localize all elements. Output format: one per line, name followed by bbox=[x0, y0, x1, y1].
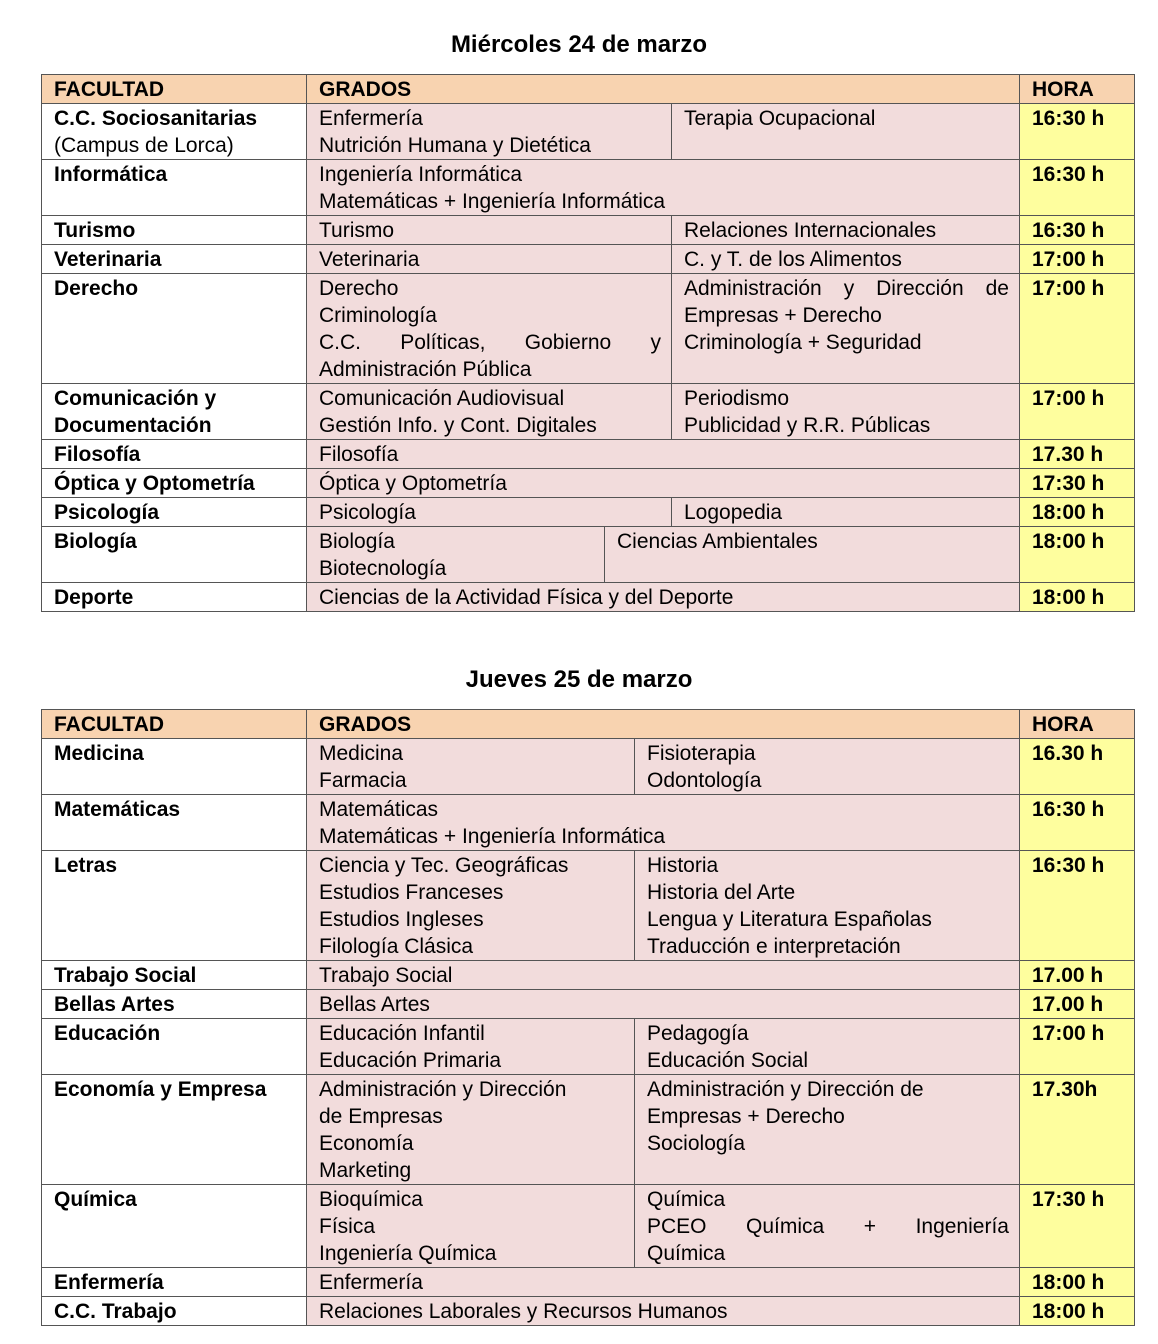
degrees-left bbox=[307, 527, 605, 582]
degree: Fisioterapia bbox=[647, 742, 756, 765]
degree-part: Química bbox=[746, 1215, 825, 1238]
degree: Ciencia y Tec. Geográficas bbox=[319, 854, 569, 877]
degree: Filosofía bbox=[307, 440, 1020, 469]
degrees-cell bbox=[635, 851, 1020, 961]
table-row bbox=[42, 1297, 1135, 1326]
degrees-cell bbox=[307, 739, 635, 795]
degree: Óptica y Optometría bbox=[307, 469, 1020, 498]
table-row bbox=[42, 851, 1135, 961]
time-cell: 18:00 h bbox=[1020, 1268, 1135, 1297]
time-cell: 16:30 h bbox=[1020, 104, 1135, 160]
degree: Bioquímica bbox=[319, 1188, 423, 1211]
faculty-name: Psicología bbox=[42, 498, 307, 527]
degree: Filología Clásica bbox=[319, 935, 474, 958]
degree: Física bbox=[319, 1215, 376, 1238]
table-row bbox=[42, 440, 1135, 469]
degree: Economía bbox=[319, 1132, 414, 1155]
faculty-cell bbox=[42, 384, 307, 440]
faculty-name: Comunicación y bbox=[54, 387, 217, 410]
faculty-name: Enfermería bbox=[42, 1268, 307, 1297]
degree: Gestión Info. y Cont. Digitales bbox=[319, 414, 597, 437]
degree: Comunicación Audiovisual bbox=[319, 387, 565, 410]
degree-part: Dirección bbox=[876, 277, 964, 300]
time-cell: 18:00 h bbox=[1020, 527, 1135, 583]
degree: Criminología bbox=[319, 304, 437, 327]
time-cell: 16:30 h bbox=[1020, 160, 1135, 216]
degree: Historia del Arte bbox=[647, 881, 796, 904]
degree-part: de bbox=[985, 277, 1009, 300]
faculty-name: Deporte bbox=[42, 583, 307, 612]
faculty-name: Informática bbox=[42, 160, 307, 216]
day2-title: Jueves 25 de marzo bbox=[465, 666, 693, 693]
table-row bbox=[42, 1185, 1135, 1268]
degrees-split bbox=[307, 527, 1019, 582]
time-cell: 18:00 h bbox=[1020, 498, 1135, 527]
faculty-name: Educación bbox=[42, 1019, 307, 1075]
degree: Marketing bbox=[319, 1159, 412, 1182]
degree: Traducción e interpretación bbox=[647, 935, 901, 958]
degree-justified bbox=[647, 1213, 1009, 1240]
degree: Periodismo bbox=[684, 387, 790, 410]
faculty-name: Veterinaria bbox=[42, 245, 307, 274]
degree: Biología bbox=[319, 530, 395, 553]
degree: Bellas Artes bbox=[307, 990, 1020, 1019]
table-row bbox=[42, 1268, 1135, 1297]
degree: Administración y Dirección bbox=[319, 1078, 567, 1101]
faculty-name: Química bbox=[42, 1185, 307, 1268]
faculty-name: Óptica y Optometría bbox=[42, 469, 307, 498]
table-header bbox=[42, 75, 1135, 104]
degrees-cell bbox=[307, 160, 1020, 216]
degrees-cell bbox=[672, 104, 1020, 160]
degree-part: y bbox=[843, 277, 855, 300]
table-row bbox=[42, 274, 1135, 384]
degree: Logopedia bbox=[672, 498, 1020, 527]
degree: Veterinaria bbox=[307, 245, 672, 274]
degree: Pedagogía bbox=[647, 1022, 749, 1045]
degree: Química bbox=[647, 1188, 726, 1211]
degree: Empresas + Derecho bbox=[647, 1105, 845, 1128]
table-header bbox=[42, 710, 1135, 739]
table-row bbox=[42, 1075, 1135, 1185]
day1-title: Miércoles 24 de marzo bbox=[450, 31, 708, 58]
degree-part: Gobierno bbox=[524, 331, 612, 354]
table-row bbox=[42, 498, 1135, 527]
degree: Matemáticas bbox=[319, 798, 439, 821]
degree: Biotecnología bbox=[319, 557, 447, 580]
time-cell: 16:30 h bbox=[1020, 216, 1135, 245]
time-cell: 17.30h bbox=[1020, 1075, 1135, 1185]
degree-justified bbox=[684, 275, 1009, 302]
degree-part: Políticas, bbox=[400, 331, 486, 354]
degrees-right bbox=[605, 527, 828, 582]
header-grados: GRADOS bbox=[307, 710, 1020, 739]
degree: Publicidad y R.R. Públicas bbox=[684, 414, 931, 437]
table-row bbox=[42, 216, 1135, 245]
header-hora: HORA bbox=[1020, 75, 1135, 104]
table-row bbox=[42, 104, 1135, 160]
table-row bbox=[42, 384, 1135, 440]
time-cell: 17:00 h bbox=[1020, 384, 1135, 440]
time-cell: 16.30 h bbox=[1020, 739, 1135, 795]
degrees-cell bbox=[635, 1019, 1020, 1075]
degrees-cell bbox=[307, 104, 672, 160]
degree: Ingeniería Informática bbox=[319, 163, 523, 186]
table-row bbox=[42, 1019, 1135, 1075]
table-row bbox=[42, 990, 1135, 1019]
degree-part: C.C. bbox=[319, 331, 361, 354]
degrees-cell bbox=[635, 1075, 1020, 1185]
faculty-name: Biología bbox=[42, 527, 307, 583]
degree: Matemáticas + Ingeniería Informática bbox=[319, 190, 666, 213]
degree: Nutrición Humana y Dietética bbox=[319, 134, 591, 157]
table-row bbox=[42, 469, 1135, 498]
header-grados: GRADOS bbox=[307, 75, 1020, 104]
degree: Derecho bbox=[319, 277, 399, 300]
degree-part: + bbox=[863, 1215, 877, 1238]
faculty-name: Matemáticas bbox=[42, 795, 307, 851]
header-hora: HORA bbox=[1020, 710, 1135, 739]
degree: Terapia Ocupacional bbox=[684, 107, 876, 130]
table-row bbox=[42, 245, 1135, 274]
faculty-name: Letras bbox=[42, 851, 307, 961]
degree: Relaciones Internacionales bbox=[672, 216, 1020, 245]
degree: Historia bbox=[647, 854, 719, 877]
degree: Relaciones Laborales y Recursos Humanos bbox=[307, 1297, 1020, 1326]
table-row bbox=[42, 739, 1135, 795]
time-cell: 17:30 h bbox=[1020, 469, 1135, 498]
table-row bbox=[42, 527, 1135, 583]
degrees-cell bbox=[307, 795, 1020, 851]
table-row bbox=[42, 795, 1135, 851]
degrees-cell bbox=[307, 384, 672, 440]
header-facultad: FACULTAD bbox=[42, 75, 307, 104]
schedule-table-day1 bbox=[41, 74, 1135, 612]
faculty-name: Turismo bbox=[42, 216, 307, 245]
faculty-name: C.C. Sociosanitarias bbox=[54, 107, 258, 130]
time-cell: 18:00 h bbox=[1020, 583, 1135, 612]
degree-part: y bbox=[650, 331, 661, 354]
faculty-name: Derecho bbox=[42, 274, 307, 384]
degree: Enfermería bbox=[319, 107, 423, 130]
time-cell: 16:30 h bbox=[1020, 851, 1135, 961]
degree: Enfermería bbox=[307, 1268, 1020, 1297]
degree: Odontología bbox=[647, 769, 762, 792]
degrees-cell bbox=[307, 274, 672, 384]
faculty-name: Medicina bbox=[42, 739, 307, 795]
degree: Administración Pública bbox=[319, 358, 532, 381]
degree-part: PCEO bbox=[647, 1215, 707, 1238]
degree-justified bbox=[319, 329, 661, 356]
faculty-name: Documentación bbox=[54, 414, 212, 437]
faculty-name: Trabajo Social bbox=[42, 961, 307, 990]
faculty-name: Bellas Artes bbox=[42, 990, 307, 1019]
time-cell: 18:00 h bbox=[1020, 1297, 1135, 1326]
time-cell: 17:00 h bbox=[1020, 245, 1135, 274]
time-cell: 17:00 h bbox=[1020, 1019, 1135, 1075]
faculty-subname: (Campus de Lorca) bbox=[54, 134, 234, 157]
degrees-cell bbox=[307, 851, 635, 961]
faculty-name: C.C. Trabajo bbox=[42, 1297, 307, 1326]
time-cell: 17:00 h bbox=[1020, 274, 1135, 384]
degree: Medicina bbox=[319, 742, 404, 765]
degree: Farmacia bbox=[319, 769, 407, 792]
degree: Química bbox=[647, 1242, 726, 1265]
degrees-cell bbox=[635, 739, 1020, 795]
degree: Matemáticas + Ingeniería Informática bbox=[319, 825, 666, 848]
degrees-cell bbox=[672, 384, 1020, 440]
time-cell: 17.00 h bbox=[1020, 961, 1135, 990]
header-facultad: FACULTAD bbox=[42, 710, 307, 739]
degree: Turismo bbox=[307, 216, 672, 245]
degrees-cell bbox=[307, 1019, 635, 1075]
degree: Empresas + Derecho bbox=[684, 304, 882, 327]
degree: de Empresas bbox=[319, 1105, 443, 1128]
time-cell: 17:30 h bbox=[1020, 1185, 1135, 1268]
faculty-cell bbox=[42, 104, 307, 160]
degree: Estudios Franceses bbox=[319, 881, 504, 904]
time-cell: 17.00 h bbox=[1020, 990, 1135, 1019]
degree: C. y T. de los Alimentos bbox=[672, 245, 1020, 274]
degrees-cell bbox=[635, 1185, 1020, 1268]
degree: Lengua y Literatura Españolas bbox=[647, 908, 932, 931]
degree: Educación Primaria bbox=[319, 1049, 502, 1072]
degree: Ciencias de la Actividad Física y del Deporte bbox=[307, 583, 1020, 612]
degree: Administración y Dirección de bbox=[647, 1078, 924, 1101]
time-cell: 17.30 h bbox=[1020, 440, 1135, 469]
degree: Ciencias Ambientales bbox=[617, 530, 818, 553]
table-row bbox=[42, 160, 1135, 216]
degrees-cell bbox=[307, 527, 1020, 583]
degree: Psicología bbox=[307, 498, 672, 527]
degree-part: Ingeniería bbox=[915, 1215, 1009, 1238]
time-cell: 16:30 h bbox=[1020, 795, 1135, 851]
degree: Educación Infantil bbox=[319, 1022, 485, 1045]
schedule-table-day2 bbox=[41, 709, 1135, 1326]
degrees-cell bbox=[307, 1185, 635, 1268]
degrees-cell bbox=[307, 1075, 635, 1185]
degree: Criminología + Seguridad bbox=[684, 331, 922, 354]
table-row bbox=[42, 583, 1135, 612]
degrees-cell bbox=[672, 274, 1020, 384]
faculty-name: Filosofía bbox=[42, 440, 307, 469]
degree: Trabajo Social bbox=[307, 961, 1020, 990]
degree: Sociología bbox=[647, 1132, 746, 1155]
degree-part: Administración bbox=[684, 277, 822, 300]
table-row bbox=[42, 961, 1135, 990]
degree: Ingeniería Química bbox=[319, 1242, 497, 1265]
degree: Estudios Ingleses bbox=[319, 908, 484, 931]
faculty-name: Economía y Empresa bbox=[42, 1075, 307, 1185]
degree: Educación Social bbox=[647, 1049, 809, 1072]
